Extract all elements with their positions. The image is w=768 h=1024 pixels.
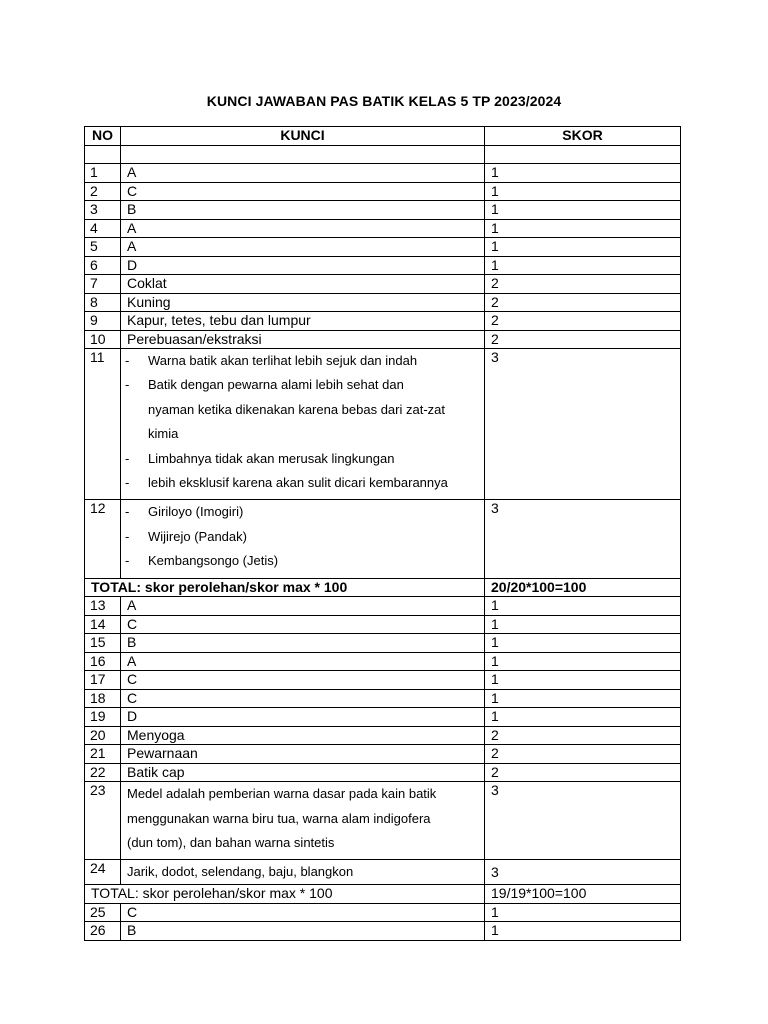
list-item bbox=[121, 447, 484, 471]
row-number: 10 bbox=[85, 330, 121, 349]
table-row bbox=[85, 782, 681, 860]
row-answer: C bbox=[121, 615, 485, 634]
table-row bbox=[85, 349, 681, 500]
table-row bbox=[85, 275, 681, 294]
table-row bbox=[85, 922, 681, 941]
total-value: 20/20*100=100 bbox=[485, 578, 681, 597]
row-number: 18 bbox=[85, 689, 121, 708]
table-row bbox=[85, 330, 681, 349]
bullet-dash: - bbox=[125, 528, 130, 544]
table-row bbox=[85, 500, 681, 578]
paragraph-line: (dun tom), dan bahan warna sintetis bbox=[127, 834, 335, 850]
list-item-text: Wijirejo (Pandak) bbox=[148, 528, 247, 544]
row-score: 2 bbox=[485, 275, 681, 294]
row-number: 9 bbox=[85, 312, 121, 331]
row-answer: A bbox=[121, 219, 485, 238]
list-item bbox=[121, 500, 484, 524]
row-score: 1 bbox=[485, 903, 681, 922]
row-score: 1 bbox=[485, 708, 681, 727]
table-row bbox=[85, 597, 681, 616]
row-score: 3 bbox=[485, 500, 681, 578]
table-row bbox=[85, 689, 681, 708]
table-row bbox=[85, 615, 681, 634]
row-number: 19 bbox=[85, 708, 121, 727]
table-header-row bbox=[85, 127, 681, 146]
row-answer: A bbox=[121, 164, 485, 183]
row-answer: B bbox=[121, 634, 485, 653]
table-row bbox=[85, 860, 681, 885]
row-score: 1 bbox=[485, 615, 681, 634]
row-number: 23 bbox=[85, 782, 121, 860]
list-item-text: Warna batik akan terlihat lebih sejuk dan indah bbox=[148, 353, 418, 368]
row-score: 1 bbox=[485, 652, 681, 671]
row-number: 2 bbox=[85, 182, 121, 201]
table-row bbox=[85, 745, 681, 764]
list-item bbox=[121, 549, 484, 573]
row-score: 3 bbox=[485, 349, 681, 500]
bullet-dash: - bbox=[125, 353, 130, 368]
row-score: 2 bbox=[485, 330, 681, 349]
total-label: TOTAL: skor perolehan/skor max * 100 bbox=[85, 578, 485, 597]
row-score: 1 bbox=[485, 219, 681, 238]
row-score: 3 bbox=[485, 782, 681, 860]
row-answer: C bbox=[121, 182, 485, 201]
bullet-dash: - bbox=[125, 450, 130, 466]
list-item-text: Giriloyo (Imogiri) bbox=[148, 504, 244, 520]
list-item bbox=[121, 398, 484, 422]
table-row bbox=[85, 238, 681, 257]
bullet-dash: - bbox=[125, 475, 130, 491]
table-row bbox=[85, 708, 681, 727]
row-score: 1 bbox=[485, 164, 681, 183]
list-item bbox=[121, 471, 484, 495]
row-number: 22 bbox=[85, 763, 121, 782]
row-score: 2 bbox=[485, 293, 681, 312]
row-number: 12 bbox=[85, 500, 121, 578]
answer-key-table bbox=[84, 126, 681, 941]
row-answer: D bbox=[121, 256, 485, 275]
row-answer: Batik cap bbox=[121, 763, 485, 782]
total-row bbox=[85, 885, 681, 904]
table-row bbox=[85, 763, 681, 782]
bullet-dash: - bbox=[125, 504, 130, 520]
empty-row bbox=[85, 145, 681, 164]
list-item-text: lebih eksklusif karena akan sulit dicari kembarannya bbox=[148, 475, 448, 491]
row-number: 5 bbox=[85, 238, 121, 257]
row-number: 15 bbox=[85, 634, 121, 653]
header-no: NO bbox=[85, 127, 121, 146]
answer-bullet-list bbox=[121, 500, 484, 573]
table-row bbox=[85, 201, 681, 220]
table-row bbox=[85, 293, 681, 312]
row-number: 26 bbox=[85, 922, 121, 941]
row-score: 3 bbox=[485, 860, 681, 885]
list-item bbox=[121, 422, 484, 446]
answer-bullet-list bbox=[121, 349, 484, 495]
paragraph-line: menggunakan warna biru tua, warna alam indigofera bbox=[127, 810, 431, 826]
row-answer: B bbox=[121, 922, 485, 941]
header-skor: SKOR bbox=[485, 127, 681, 146]
row-number: 21 bbox=[85, 745, 121, 764]
list-item bbox=[121, 373, 484, 397]
row-answer: Menyoga bbox=[121, 726, 485, 745]
row-score: 2 bbox=[485, 745, 681, 764]
table-row bbox=[85, 164, 681, 183]
row-score: 1 bbox=[485, 256, 681, 275]
row-score: 1 bbox=[485, 671, 681, 690]
row-answer: Kapur, tetes, tebu dan lumpur bbox=[121, 312, 485, 331]
row-number: 7 bbox=[85, 275, 121, 294]
paragraph-line: Medel adalah pemberian warna dasar pada kain batik bbox=[127, 786, 437, 802]
row-number: 17 bbox=[85, 671, 121, 690]
row-answer: A bbox=[121, 652, 485, 671]
list-item-text: Limbahnya tidak akan merusak lingkungan bbox=[148, 450, 395, 466]
row-score: 1 bbox=[485, 634, 681, 653]
table-row bbox=[85, 903, 681, 922]
row-answer: D bbox=[121, 708, 485, 727]
row-score: 2 bbox=[485, 763, 681, 782]
total-row bbox=[85, 578, 681, 597]
row-answer: C bbox=[121, 689, 485, 708]
row-number: 4 bbox=[85, 219, 121, 238]
header-kunci: KUNCI bbox=[121, 127, 485, 146]
document-title: KUNCI JAWABAN PAS BATIK KELAS 5 TP 2023/2024 bbox=[206, 93, 562, 109]
row-score: 2 bbox=[485, 726, 681, 745]
row-number: 1 bbox=[85, 164, 121, 183]
table-row bbox=[85, 219, 681, 238]
row-number: 24 bbox=[85, 860, 121, 885]
row-score: 1 bbox=[485, 689, 681, 708]
row-answer-paragraph bbox=[121, 782, 485, 860]
row-answer: A bbox=[121, 597, 485, 616]
row-score: 1 bbox=[485, 922, 681, 941]
row-score: 1 bbox=[485, 597, 681, 616]
row-score: 1 bbox=[485, 201, 681, 220]
row-number: 3 bbox=[85, 201, 121, 220]
list-item bbox=[121, 525, 484, 549]
table-row bbox=[85, 256, 681, 275]
list-item-text: kimia bbox=[148, 426, 179, 442]
list-item-text: Batik dengan pewarna alami lebih sehat dan bbox=[148, 377, 404, 393]
row-score: 1 bbox=[485, 238, 681, 257]
row-answer-list bbox=[121, 349, 485, 500]
row-answer: Jarik, dodot, selendang, baju, blangkon bbox=[121, 860, 485, 885]
row-answer: A bbox=[121, 238, 485, 257]
row-score: 1 bbox=[485, 182, 681, 201]
list-item-text: nyaman ketika dikenakan karena bebas dari zat-zat bbox=[148, 401, 446, 417]
row-answer: Coklat bbox=[121, 275, 485, 294]
row-number: 8 bbox=[85, 293, 121, 312]
row-answer-list bbox=[121, 500, 485, 578]
table-row bbox=[85, 652, 681, 671]
list-item bbox=[121, 349, 484, 373]
bullet-dash: - bbox=[125, 553, 130, 569]
total-value: 19/19*100=100 bbox=[485, 885, 681, 904]
row-number: 16 bbox=[85, 652, 121, 671]
row-number: 14 bbox=[85, 615, 121, 634]
row-answer: Perebuasan/ekstraksi bbox=[121, 330, 485, 349]
row-answer: C bbox=[121, 903, 485, 922]
table-row bbox=[85, 634, 681, 653]
row-answer: C bbox=[121, 671, 485, 690]
row-number: 20 bbox=[85, 726, 121, 745]
table-row bbox=[85, 182, 681, 201]
table-row bbox=[85, 726, 681, 745]
row-answer: Pewarnaan bbox=[121, 745, 485, 764]
row-answer: Kuning bbox=[121, 293, 485, 312]
row-number: 13 bbox=[85, 597, 121, 616]
table-row bbox=[85, 312, 681, 331]
row-score: 2 bbox=[485, 312, 681, 331]
table-row bbox=[85, 671, 681, 690]
row-answer: B bbox=[121, 201, 485, 220]
bullet-dash: - bbox=[125, 377, 130, 393]
row-number: 6 bbox=[85, 256, 121, 275]
row-number: 11 bbox=[85, 349, 121, 500]
list-item-text: Kembangsongo (Jetis) bbox=[148, 553, 279, 569]
row-number: 25 bbox=[85, 903, 121, 922]
total-label: TOTAL: skor perolehan/skor max * 100 bbox=[85, 885, 485, 904]
